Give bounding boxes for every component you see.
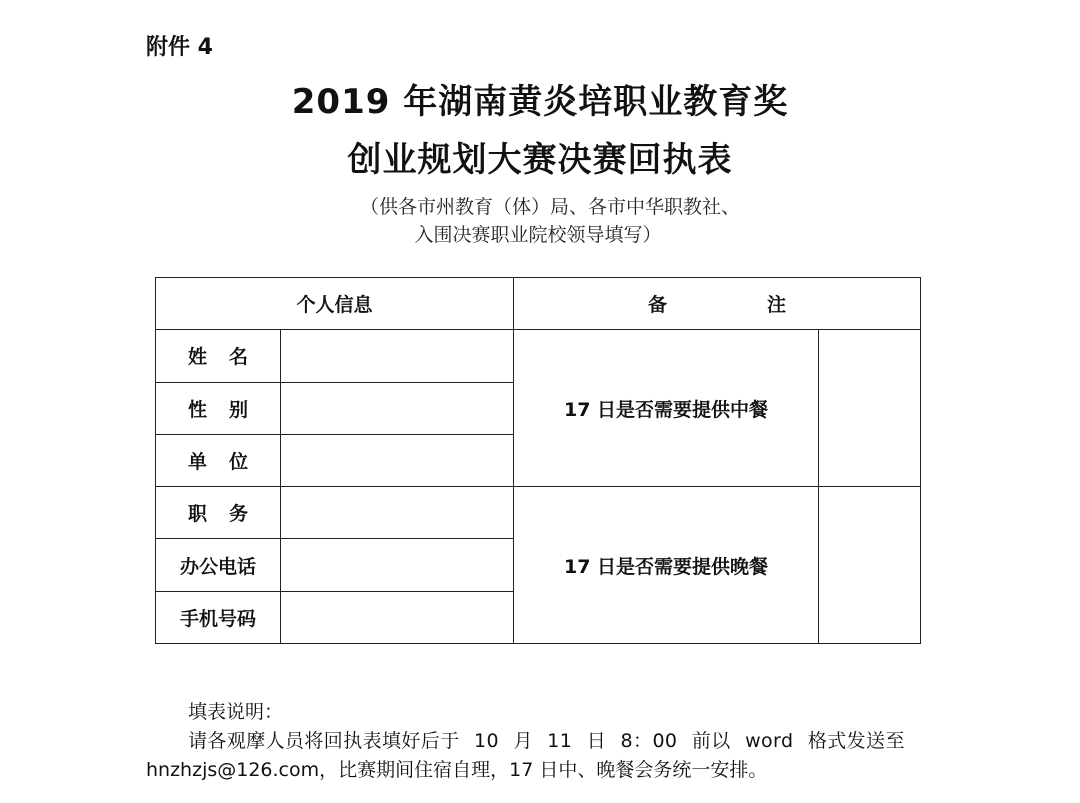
subtitle-line-1: （供各市州教育（体）局、各市中华职教社、 [359, 196, 740, 218]
table-row [156, 330, 921, 382]
notes-line-2: hnzhzjs@126.com，比赛期间住宿自理，17 日中、晚餐会务统一安排。 [146, 759, 768, 781]
dinner-answer-cell[interactable] [819, 487, 921, 644]
header-remark: 备注 [514, 278, 921, 330]
form-notes [146, 698, 946, 785]
table-header-row [156, 278, 921, 330]
field-input-name[interactable] [281, 330, 514, 382]
notes-heading: 填表说明： [188, 701, 284, 723]
field-input-unit[interactable] [281, 434, 514, 486]
field-label-mobile: 手机号码 [156, 591, 281, 643]
field-input-gender[interactable] [281, 382, 514, 434]
field-label-gender: 性别 [156, 382, 281, 434]
page-title-line-2: 创业规划大赛决赛回执表 [347, 140, 733, 180]
subtitle-line-2: 入围决赛职业院校领导填写） [414, 224, 662, 246]
lunch-answer-cell[interactable] [819, 330, 921, 487]
attachment-label: 附件 4 [146, 35, 213, 60]
table-row [156, 487, 921, 539]
field-input-position[interactable] [281, 487, 514, 539]
header-personal-info: 个人信息 [156, 278, 514, 330]
field-input-office-phone[interactable] [281, 539, 514, 591]
reply-form-table [155, 277, 921, 644]
dinner-question: 17 日是否需要提供晚餐 [514, 487, 819, 644]
notes-line-1: 请各观摩人员将回执表填好后于 10 月 11 日 8：00 前以 word 格式发送至 [188, 730, 905, 752]
lunch-question: 17 日是否需要提供中餐 [514, 330, 819, 487]
field-label-position: 职务 [156, 487, 281, 539]
page-title-line-1: 2019 年湖南黄炎培职业教育奖 [291, 82, 789, 122]
field-label-office-phone: 办公电话 [156, 539, 281, 591]
field-input-mobile[interactable] [281, 591, 514, 643]
field-label-name: 姓名 [156, 330, 281, 382]
field-label-unit: 单位 [156, 434, 281, 486]
